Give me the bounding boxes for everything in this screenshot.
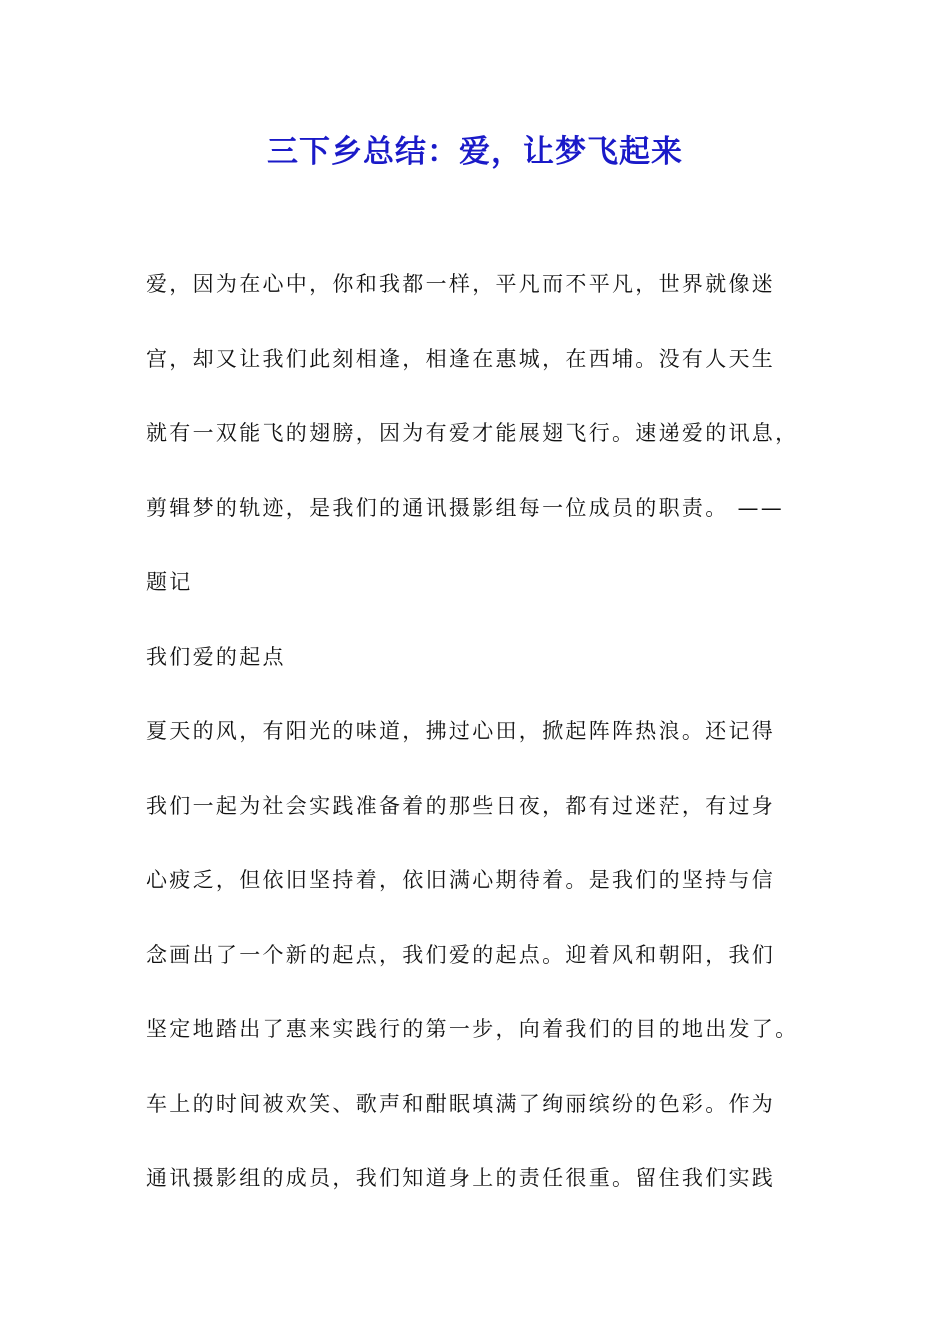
section-heading: 我们爱的起点	[146, 644, 286, 669]
document-title: 三下乡总结：爱，让梦飞起来	[267, 134, 683, 170]
paragraph-line: 宫，却又让我们此刻相逢，相逢在惠城，在西埔。没有人天生	[146, 346, 776, 371]
paragraph-line: 车上的时间被欢笑、歌声和酣眠填满了绚丽缤纷的色彩。作为	[146, 1091, 776, 1116]
paragraph-line: 就有一双能飞的翅膀，因为有爱才能展翅飞行。速递爱的讯息，	[146, 421, 799, 445]
paragraph-line: 心疲乏，但依旧坚持着，依旧满心期待着。是我们的坚持与信	[146, 868, 776, 892]
paragraph-line: 爱，因为在心中，你和我都一样，平凡而不平凡，世界就像迷	[146, 272, 776, 296]
paragraph-line: 题记	[146, 570, 193, 594]
paragraph-line: 坚定地踏出了惠来实践行的第一步，向着我们的目的地出发了。	[146, 1017, 799, 1041]
paragraph-line: 通讯摄影组的成员，我们知道身上的责任很重。留住我们实践	[146, 1166, 776, 1190]
paragraph-line: 夏天的风，有阳光的味道，拂过心田，掀起阵阵热浪。还记得	[146, 719, 776, 743]
document-body	[146, 262, 816, 1231]
paragraph-line: 我们一起为社会实践准备着的那些日夜，都有过迷茫，有过身	[146, 793, 776, 818]
paragraph-line: 剪辑梦的轨迹，是我们的通讯摄影组每一位成员的职责。 ——	[146, 495, 785, 520]
paragraph-line: 念画出了一个新的起点，我们爱的起点。迎着风和朝阳，我们	[146, 942, 776, 967]
